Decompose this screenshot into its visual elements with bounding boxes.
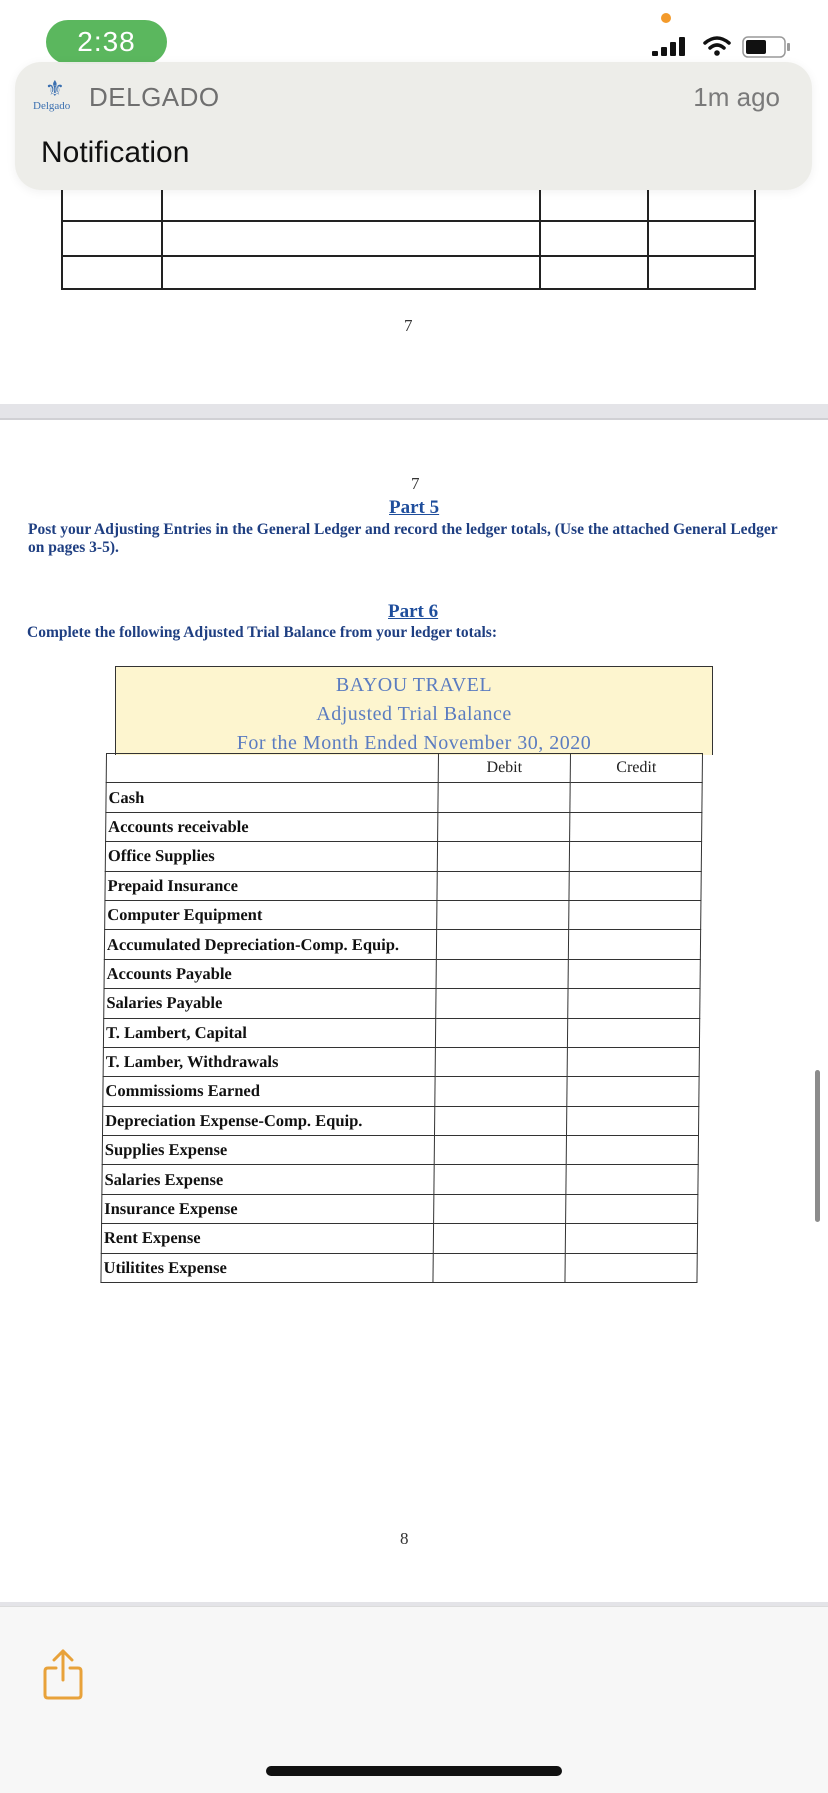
company-name: BAYOU TRAVEL [335, 674, 493, 696]
column-header-row [106, 754, 702, 783]
signal-icon [652, 36, 692, 56]
credit-cell[interactable] [569, 900, 701, 929]
debit-cell[interactable] [433, 1224, 565, 1253]
part5-label: Part 5 [389, 497, 440, 518]
table-row [102, 1194, 698, 1223]
account-name: Supplies Expense [102, 1136, 434, 1165]
page-separator [0, 404, 828, 420]
table-row [103, 1018, 699, 1047]
account-name: T. Lambert, Capital [103, 1018, 435, 1047]
debit-cell[interactable] [437, 842, 569, 871]
account-name: Accumulated Depreciation-Comp. Equip. [104, 930, 436, 959]
account-column-header [106, 754, 438, 783]
trial-balance-table [100, 753, 703, 1283]
credit-cell[interactable] [568, 959, 700, 988]
account-name: Salaries Expense [102, 1165, 434, 1194]
credit-cell[interactable] [566, 1106, 698, 1135]
debit-cell[interactable] [436, 989, 568, 1018]
credit-cell[interactable] [570, 812, 702, 841]
table-row [104, 930, 700, 959]
debit-cell[interactable] [435, 1077, 567, 1106]
debit-cell[interactable] [434, 1194, 566, 1223]
debit-cell[interactable] [435, 1018, 567, 1047]
debit-column-header: Debit [438, 754, 570, 783]
credit-cell[interactable] [566, 1136, 698, 1165]
status-time: 2:38 [46, 20, 167, 64]
table-row [102, 1165, 698, 1194]
table-row [101, 1253, 697, 1282]
battery-icon [742, 36, 792, 58]
table-row [102, 1136, 698, 1165]
table-row [103, 1077, 699, 1106]
credit-cell[interactable] [570, 783, 702, 812]
credit-cell[interactable] [568, 930, 700, 959]
debit-cell[interactable] [434, 1136, 566, 1165]
table-row [105, 871, 701, 900]
account-name: Insurance Expense [102, 1194, 434, 1223]
table-row [104, 959, 700, 988]
credit-cell[interactable] [567, 1047, 699, 1076]
account-name: Accounts receivable [106, 812, 438, 841]
debit-cell[interactable] [434, 1106, 566, 1135]
account-name: Cash [106, 783, 438, 812]
account-name: T. Lamber, Withdrawals [103, 1047, 435, 1076]
page-top-number: 7 [411, 474, 420, 493]
table-row [103, 1047, 699, 1076]
credit-cell[interactable] [569, 842, 701, 871]
wifi-icon [703, 36, 731, 56]
account-name: Utilitites Expense [101, 1253, 433, 1282]
debit-cell[interactable] [436, 930, 568, 959]
table-row [105, 842, 701, 871]
part5-instruction: Post your Adjusting Entries in the General Ledger and record the ledger totals, (Use the attached General Ledger on pages 3-5). [28, 521, 778, 556]
account-name: Office Supplies [105, 842, 437, 871]
credit-cell[interactable] [565, 1224, 697, 1253]
credit-cell[interactable] [569, 871, 701, 900]
page-number-7: 7 [404, 316, 413, 335]
debit-cell[interactable] [437, 900, 569, 929]
debit-cell[interactable] [437, 871, 569, 900]
notification-time: 1m ago [693, 82, 780, 112]
credit-cell[interactable] [567, 1077, 699, 1106]
account-name: Prepaid Insurance [105, 871, 437, 900]
table-row [104, 989, 700, 1018]
report-title: Adjusted Trial Balance [316, 703, 512, 725]
notification-app-name: DELGADO [89, 82, 220, 112]
credit-cell[interactable] [566, 1194, 698, 1223]
notification-banner[interactable] [15, 62, 812, 190]
share-icon[interactable] [43, 1648, 83, 1700]
account-name: Computer Equipment [105, 900, 437, 929]
table-row [105, 900, 701, 929]
table-row [102, 1106, 698, 1135]
scroll-indicator[interactable] [815, 1070, 820, 1222]
page-number-8: 8 [400, 1529, 409, 1548]
debit-cell[interactable] [436, 959, 568, 988]
trial-balance-header [115, 666, 713, 755]
notification-title: Notification [41, 136, 190, 169]
account-name: Rent Expense [101, 1224, 433, 1253]
account-name: Accounts Payable [104, 959, 436, 988]
report-period: For the Month Ended November 30, 2020 [236, 732, 592, 754]
account-name: Salaries Payable [104, 989, 436, 1018]
home-indicator[interactable] [266, 1766, 562, 1776]
debit-cell[interactable] [438, 783, 570, 812]
credit-cell[interactable] [566, 1165, 698, 1194]
credit-cell[interactable] [567, 1018, 699, 1047]
account-name: Depreciation Expense-Comp. Equip. [102, 1106, 434, 1135]
debit-cell[interactable] [438, 812, 570, 841]
part6-instruction: Complete the following Adjusted Trial Balance from your ledger totals: [27, 624, 497, 641]
table-row [106, 783, 702, 812]
bottom-toolbar [0, 1606, 828, 1793]
debit-cell[interactable] [434, 1165, 566, 1194]
credit-cell[interactable] [565, 1253, 697, 1282]
debit-cell[interactable] [435, 1047, 567, 1076]
account-name: Commissioms Earned [103, 1077, 435, 1106]
part6-label: Part 6 [388, 601, 439, 622]
table-row [106, 812, 702, 841]
debit-cell[interactable] [433, 1253, 565, 1282]
delgado-logo-icon: ⚜ Delgado [33, 76, 71, 112]
credit-column-header: Credit [570, 754, 702, 783]
credit-cell[interactable] [568, 989, 700, 1018]
privacy-indicator-dot [661, 13, 671, 23]
table-row [101, 1224, 697, 1253]
